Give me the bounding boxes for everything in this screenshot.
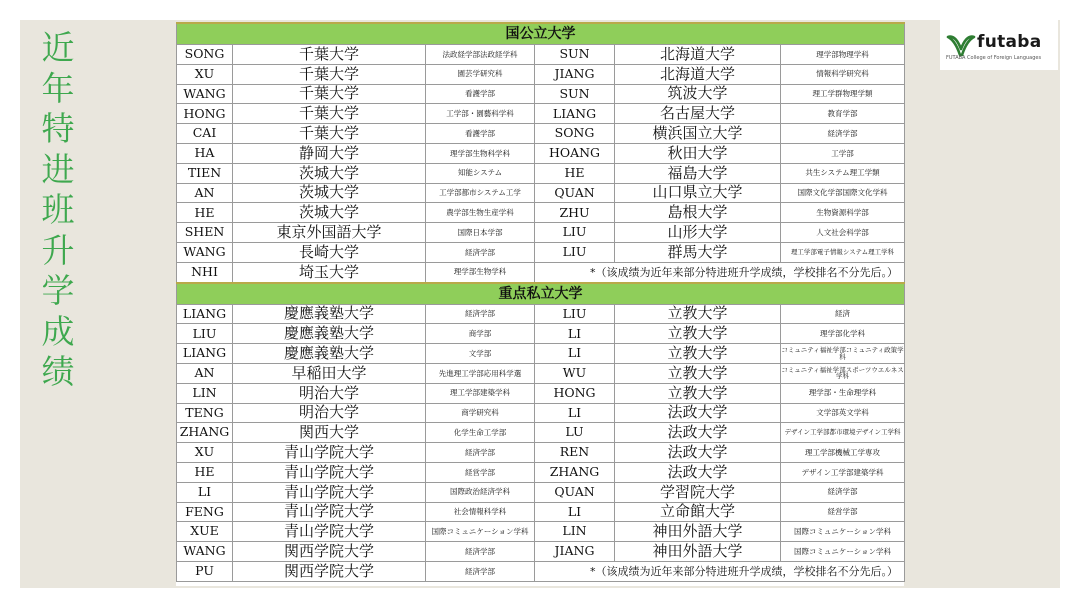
student-name: WANG: [177, 542, 233, 562]
university-name: 山口県立大学: [615, 183, 781, 203]
table-row: [177, 522, 905, 542]
university-name: 神田外語大学: [615, 522, 781, 542]
department-name: 経済学部: [426, 242, 535, 262]
student-name: SONG: [535, 124, 615, 144]
student-name: QUAN: [535, 482, 615, 502]
university-name: 北海道大学: [615, 64, 781, 84]
table-row: [177, 502, 905, 522]
university-name: 立教大学: [615, 363, 781, 383]
student-name: ZHANG: [535, 462, 615, 482]
department-name: 経済学部: [426, 542, 535, 562]
logo-name: futaba: [977, 32, 1042, 52]
department-name: 先進理工学部応用科学選: [426, 363, 535, 383]
student-name: HA: [177, 143, 233, 163]
university-name: 慶應義塾大学: [233, 344, 426, 364]
table-row: [177, 143, 905, 163]
student-name: SONG: [177, 45, 233, 65]
university-name: 筑波大学: [615, 84, 781, 104]
university-name: 秋田大学: [615, 143, 781, 163]
department-name: 経済: [781, 304, 905, 324]
university-name: 千葉大学: [233, 124, 426, 144]
department-name: 情報科学研究科: [781, 64, 905, 84]
department-name: 農学部生物生産学科: [426, 203, 535, 223]
university-name: 千葉大学: [233, 64, 426, 84]
department-name: 理工学部電子情報システム理工学科: [781, 242, 905, 262]
student-name: TIEN: [177, 163, 233, 183]
side-title: 近年特进班升学成绩: [41, 28, 75, 391]
university-name: 関西大学: [233, 423, 426, 443]
table-row: [177, 163, 905, 183]
university-name: 関西学院大学: [233, 561, 426, 581]
table-row-last: [177, 561, 905, 581]
department-name: 看護学部: [426, 124, 535, 144]
department-name: 生物資源科学部: [781, 203, 905, 223]
table-row: [177, 462, 905, 482]
student-name: AN: [177, 363, 233, 383]
table-row: [177, 64, 905, 84]
university-name: 法政大学: [615, 403, 781, 423]
department-name: 理工学群物理学類: [781, 84, 905, 104]
university-name: 明治大学: [233, 403, 426, 423]
table-row: [177, 223, 905, 243]
ranking-note: *（该成绩为近年来部分特进班升学成绩，学校排名不分先后。）: [535, 561, 905, 581]
student-name: LIU: [535, 304, 615, 324]
university-name: 東京外国語大学: [233, 223, 426, 243]
department-name: 工学部都市システム工学: [426, 183, 535, 203]
department-name: 教育学部: [781, 104, 905, 124]
department-name: デザイン工学部建築学科: [781, 462, 905, 482]
student-name: LI: [535, 344, 615, 364]
table-row: [177, 344, 905, 364]
university-name: 青山学院大学: [233, 443, 426, 463]
university-name: 法政大学: [615, 443, 781, 463]
university-name: 明治大学: [233, 383, 426, 403]
department-name: 園芸学研究科: [426, 64, 535, 84]
university-name: 立教大学: [615, 304, 781, 324]
student-name: WU: [535, 363, 615, 383]
university-name: 千葉大学: [233, 84, 426, 104]
student-name: LIANG: [177, 344, 233, 364]
student-name: LI: [535, 324, 615, 344]
student-name: LIN: [177, 383, 233, 403]
university-name: 青山学院大学: [233, 502, 426, 522]
student-name: LIU: [535, 242, 615, 262]
student-name: LIANG: [535, 104, 615, 124]
student-name: TENG: [177, 403, 233, 423]
student-name: LI: [535, 502, 615, 522]
department-name: 化学生命工学部: [426, 423, 535, 443]
department-name: 工学部・園藝科学科: [426, 104, 535, 124]
ranking-note: *（该成绩为近年来部分特进班升学成绩，学校排名不分先后。）: [535, 262, 905, 282]
department-name: 国際コミュニケーション学科: [781, 542, 905, 562]
table-row: [177, 324, 905, 344]
university-name: 茨城大学: [233, 203, 426, 223]
university-name: 神田外語大学: [615, 542, 781, 562]
department-name: 国際文化学部国際文化学科: [781, 183, 905, 203]
table-row: [177, 203, 905, 223]
department-name: 国際コミュニケーション学科: [781, 522, 905, 542]
university-name: 学習院大学: [615, 482, 781, 502]
student-name: SUN: [535, 45, 615, 65]
department-name: 文学部英文学科: [781, 403, 905, 423]
student-name: LIN: [535, 522, 615, 542]
student-name: NHI: [177, 262, 233, 282]
university-name: 埼玉大学: [233, 262, 426, 282]
table-row: [177, 423, 905, 443]
futaba-leaf-icon: [946, 33, 976, 57]
university-name: 横浜国立大学: [615, 124, 781, 144]
table-row: [177, 104, 905, 124]
university-name: 立教大学: [615, 324, 781, 344]
student-name: JIANG: [535, 542, 615, 562]
department-name: 経済学部: [426, 561, 535, 581]
department-name: デザイン工学部都市環境デザイン工学科: [781, 423, 905, 443]
table-row: [177, 443, 905, 463]
student-name: QUAN: [535, 183, 615, 203]
university-name: 慶應義塾大学: [233, 304, 426, 324]
department-name: 商学研究科: [426, 403, 535, 423]
department-name: 法政経学部法政経学科: [426, 45, 535, 65]
student-name: ZHANG: [177, 423, 233, 443]
table-row-last: [177, 262, 905, 282]
student-name: LI: [177, 482, 233, 502]
student-name: LIU: [177, 324, 233, 344]
student-name: LI: [535, 403, 615, 423]
department-name: 経営学部: [781, 502, 905, 522]
university-name: 静岡大学: [233, 143, 426, 163]
results-table: [176, 22, 905, 582]
university-name: 立教大学: [615, 344, 781, 364]
department-name: 経済学部: [781, 124, 905, 144]
table-row: [177, 304, 905, 324]
student-name: PU: [177, 561, 233, 581]
student-name: FENG: [177, 502, 233, 522]
department-name: 商学部: [426, 324, 535, 344]
student-name: AN: [177, 183, 233, 203]
student-name: HONG: [535, 383, 615, 403]
department-name: 工学部: [781, 143, 905, 163]
student-name: LIU: [535, 223, 615, 243]
department-name: 社会情報科学科: [426, 502, 535, 522]
department-name: 国際日本学部: [426, 223, 535, 243]
department-name: 理工学部建築学科: [426, 383, 535, 403]
section-title: 重点私立大学: [177, 283, 905, 305]
department-name: 理学部生物学科: [426, 262, 535, 282]
university-name: 山形大学: [615, 223, 781, 243]
university-name: 立命館大学: [615, 502, 781, 522]
table-row: [177, 363, 905, 383]
table-row: [177, 242, 905, 262]
university-name: 茨城大学: [233, 183, 426, 203]
department-name: 理学部化学科: [781, 324, 905, 344]
table-row: [177, 383, 905, 403]
student-name: XUE: [177, 522, 233, 542]
university-name: 福島大学: [615, 163, 781, 183]
student-name: HONG: [177, 104, 233, 124]
department-name: 経済学部: [781, 482, 905, 502]
university-name: 法政大学: [615, 423, 781, 443]
section-title: 国公立大学: [177, 23, 905, 45]
results-table-wrap: [176, 22, 904, 586]
table-row: [177, 45, 905, 65]
department-name: 看護学部: [426, 84, 535, 104]
university-name: 関西学院大学: [233, 542, 426, 562]
student-name: XU: [177, 64, 233, 84]
university-name: 立教大学: [615, 383, 781, 403]
student-name: HE: [177, 203, 233, 223]
section1-header-row: [177, 23, 905, 45]
logo-subtitle: FUTABA College of Foreign Languages: [946, 55, 1042, 61]
university-name: 茨城大学: [233, 163, 426, 183]
university-name: 法政大学: [615, 462, 781, 482]
department-name: 人文社会科学部: [781, 223, 905, 243]
department-name: 理学部物理学科: [781, 45, 905, 65]
futaba-logo: [940, 20, 1058, 70]
department-name: 共生システム理工学類: [781, 163, 905, 183]
university-name: 早稲田大学: [233, 363, 426, 383]
table-row: [177, 183, 905, 203]
table-row: [177, 124, 905, 144]
student-name: CAI: [177, 124, 233, 144]
student-name: WANG: [177, 84, 233, 104]
university-name: 青山学院大学: [233, 522, 426, 542]
department-name: コミュニティ福祉学部コミュニティ政策学科: [781, 344, 905, 364]
university-name: 島根大学: [615, 203, 781, 223]
table-row: [177, 542, 905, 562]
student-name: LIANG: [177, 304, 233, 324]
university-name: 青山学院大学: [233, 462, 426, 482]
student-name: WANG: [177, 242, 233, 262]
student-name: ZHU: [535, 203, 615, 223]
student-name: HE: [535, 163, 615, 183]
student-name: HE: [177, 462, 233, 482]
university-name: 千葉大学: [233, 104, 426, 124]
department-name: 国際コミュニケーション学科: [426, 522, 535, 542]
student-name: XU: [177, 443, 233, 463]
department-name: 経営学部: [426, 462, 535, 482]
university-name: 名古屋大学: [615, 104, 781, 124]
university-name: 慶應義塾大学: [233, 324, 426, 344]
department-name: 経済学部: [426, 304, 535, 324]
student-name: LU: [535, 423, 615, 443]
table-row: [177, 403, 905, 423]
university-name: 千葉大学: [233, 45, 426, 65]
university-name: 青山学院大学: [233, 482, 426, 502]
student-name: SUN: [535, 84, 615, 104]
student-name: SHEN: [177, 223, 233, 243]
student-name: JIANG: [535, 64, 615, 84]
department-name: 理学部・生命理学科: [781, 383, 905, 403]
department-name: 知能システム: [426, 163, 535, 183]
department-name: コミュニティ福祉学部スポーツウエルネス学科: [781, 363, 905, 383]
student-name: HOANG: [535, 143, 615, 163]
table-row: [177, 84, 905, 104]
department-name: 理工学部機械工学専攻: [781, 443, 905, 463]
section2-header-row: [177, 283, 905, 305]
student-name: REN: [535, 443, 615, 463]
table-row: [177, 482, 905, 502]
department-name: 理学部生物科学科: [426, 143, 535, 163]
department-name: 文学部: [426, 344, 535, 364]
department-name: 国際政治経済学科: [426, 482, 535, 502]
university-name: 群馬大学: [615, 242, 781, 262]
university-name: 長崎大学: [233, 242, 426, 262]
university-name: 北海道大学: [615, 45, 781, 65]
department-name: 経済学部: [426, 443, 535, 463]
